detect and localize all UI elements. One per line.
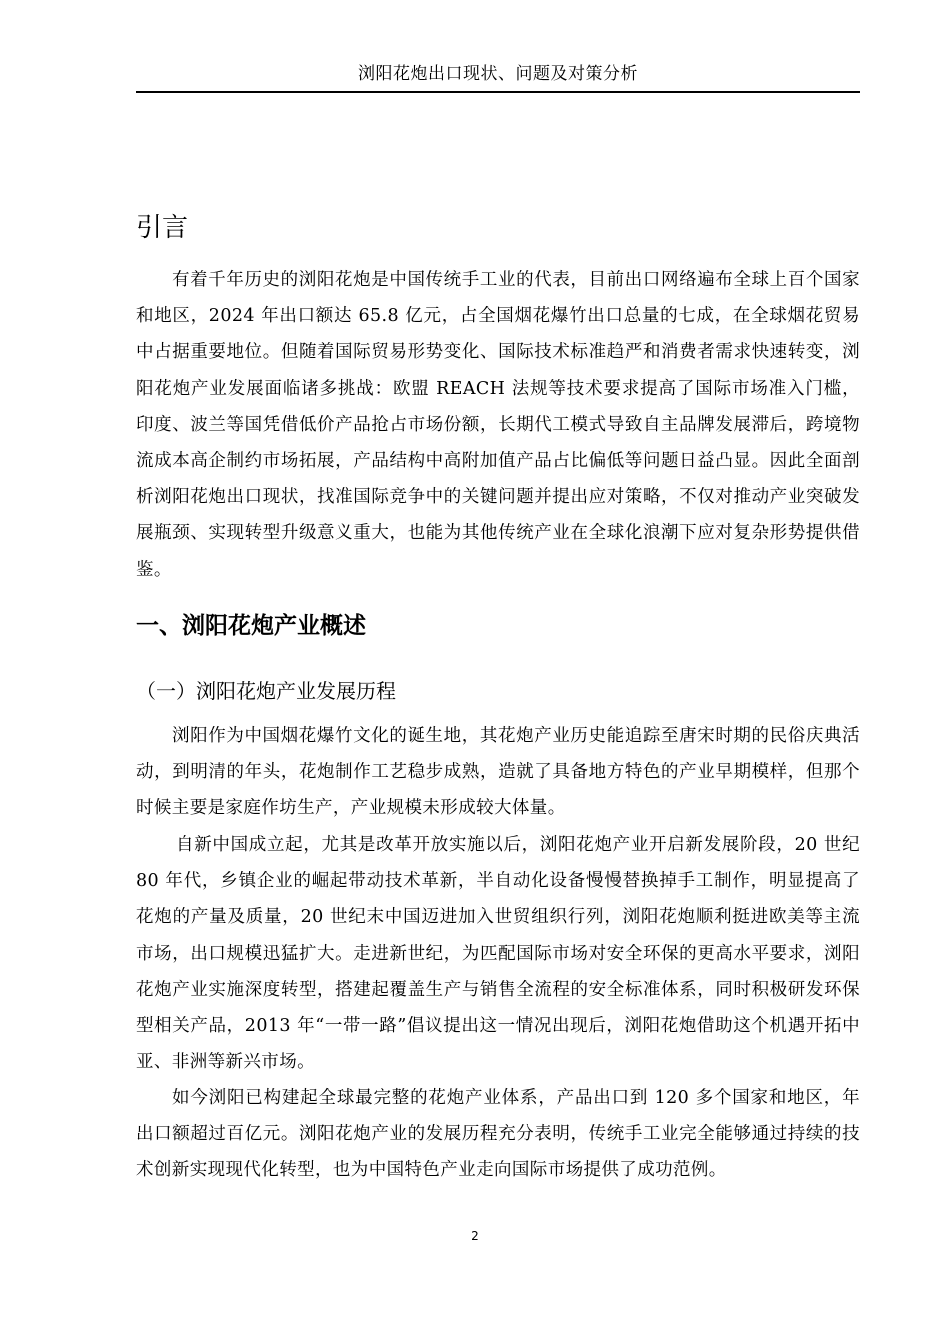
body-paragraph: 浏阳作为中国烟花爆竹文化的诞生地，其花炮产业历史能追踪至唐宋时期的民俗庆典活动，到明清的年头，花炮制作工艺稳步成熟，造就了具备地方特色的产业早期模样，但那个时候主要是家庭作坊生产，产业规模未形成较大体量。 xyxy=(136,726,860,819)
section-1-heading: 一、浏阳花炮产业概述 xyxy=(136,613,366,639)
intro-paragraph: 有着千年历史的浏阳花炮是中国传统手工业的代表，目前出口网络遍布全球上百个国家和地区，2024 年出口额达 65.8 亿元，占全国烟花爆竹出口总量的七成，在全球烟花贸易中占据重要地位。但随着国际贸易形势变化、国际技术标准趋严和消费者需求快速转变，浏阳花炮产业发展面临诸多挑战：欧盟 REACH 法规等技术要求提高了国际市场准入门槛，印度、波兰等国凭借低价产品抢占市场份额，长期代工模式导致自主品牌发展滞后，跨境物流成本高企制约市场拓展，产品结构中高附加值产品占比偏低等问题日益凸显。因此全面剖析浏阳花炮出口现状，找准国际竞争中的关键问题并提出应对策略，不仅对推动产业突破发展瓶颈、实现转型升级意义重大，也能为其他传统产业在全球化浪潮下应对复杂形势提供借鉴。 xyxy=(136,270,860,580)
intro-heading: 引言 xyxy=(136,213,189,243)
running-header: 浏阳花炮出口现状、问题及对策分析 xyxy=(358,64,638,84)
body-paragraph: 如今浏阳已构建起全球最完整的花炮产业体系，产品出口到 120 多个国家和地区，年出口额超过百亿元。浏阳花炮产业的发展历程充分表明，传统手工业完全能够通过持续的技术创新实现现代化转型，也为中国特色产业走向国际市场提供了成功范例。 xyxy=(136,1088,860,1181)
header-rule xyxy=(136,91,860,93)
subsection-1-heading: （一）浏阳花炮产业发展历程 xyxy=(136,679,396,703)
body-paragraph: 自新中国成立起，尤其是改革开放实施以后，浏阳花炮产业开启新发展阶段，20 世纪 80 年代，乡镇企业的崛起带动技术革新，半自动化设备慢慢替换掉手工制作，明显提高了花炮的产量及质量，20 世纪末中国迈进加入世贸组织行列，浏阳花炮顺利挺进欧美等主流市场，出口规模迅猛扩大。走进新世纪，为匹配国际市场对安全环保的更高水平要求，浏阳花炮产业实施深度转型，搭建起覆盖生产与销售全流程的安全标准体系，同时积极研发环保型相关产品，2013 年“一带一路”倡议提出这一情况出现后，浏阳花炮借助这个机遇开拓中亚、非洲等新兴市场。 xyxy=(136,835,860,1073)
page-number: 2 xyxy=(471,1229,479,1243)
